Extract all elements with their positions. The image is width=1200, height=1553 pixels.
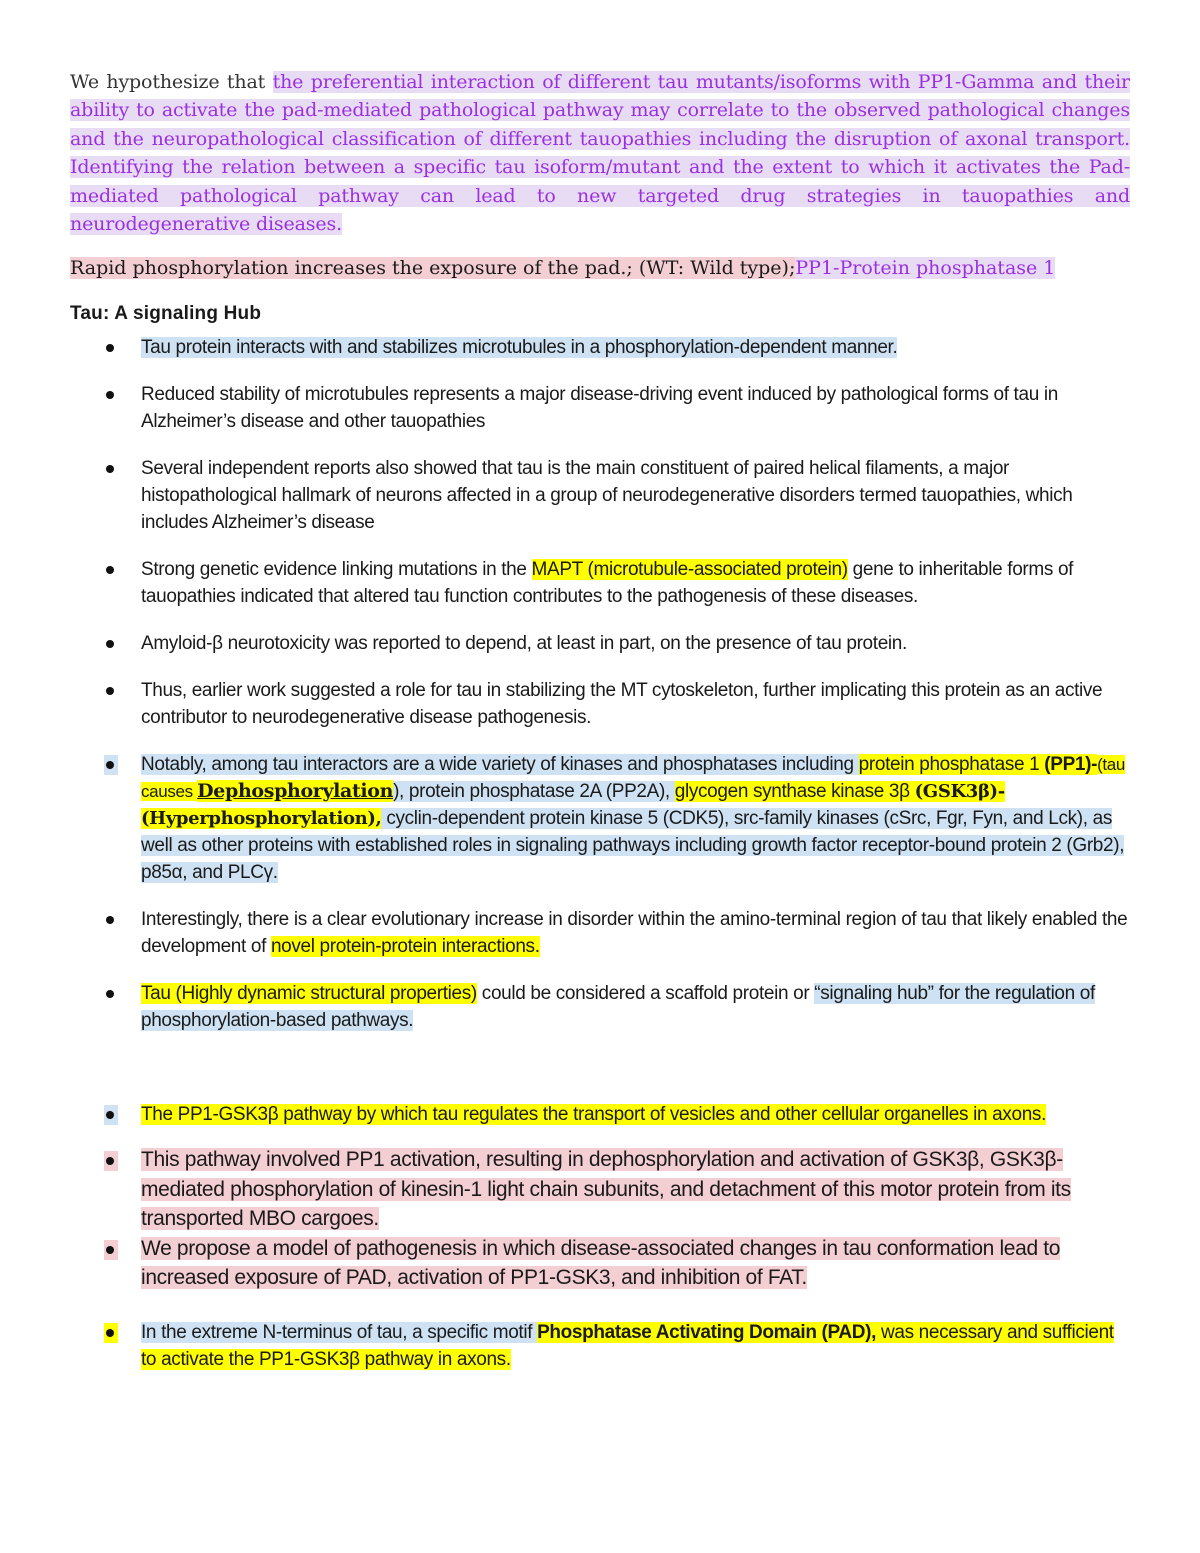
bullet-item (70, 677, 1130, 731)
bullet-text: Strong genetic evidence linking mutations in the (141, 559, 532, 581)
bullet-text: Notably, among tau interactors are a wide variety of kinases and phosphatases including (141, 754, 859, 776)
definitions-part1: Rapid phosphorylation increases the exposure of the pad.; (WT: Wild type); (70, 257, 796, 280)
dephosphorylation-label: Dephosphorylation (197, 780, 394, 803)
bullet-text: Several independent reports also showed that tau is the main constituent of paired helical filaments, a major histopathological hallmark of neurons affected in a group of neurodegenerative disorders termed tauopathies, which includes Alzheimer’s disease (141, 458, 1073, 534)
bullet-text: Tau protein interacts with and stabilizes microtubules in a phosphorylation-dependent manner. (141, 337, 898, 359)
bullet-item (70, 1319, 1130, 1373)
bullet-highlight: MAPT (microtubule-associated protein) (531, 559, 848, 581)
bullet-item (70, 556, 1130, 610)
pad-label: Phosphatase Activating Domain (PAD), (537, 1321, 877, 1343)
pp1-label: (PP1)- (1044, 754, 1098, 776)
bullet-item (70, 334, 1130, 361)
bullet-item (70, 1234, 1130, 1293)
bullet-text: could be considered a scaffold protein or (476, 983, 815, 1005)
bullet-text: ), protein phosphatase 2A (PP2A), (393, 781, 675, 803)
bullet-text: The PP1-GSK3β pathway by which tau regulates the transport of vesicles and other cellular organelles in axons. (141, 1104, 1046, 1126)
bullet-icon (106, 344, 114, 352)
definitions-line (70, 254, 1130, 282)
bullet-highlight: glycogen synthase kinase 3β (674, 781, 915, 803)
bullet-text: In the extreme N-terminus of tau, a specific motif (141, 1321, 538, 1343)
hypothesis-lead: We hypothesize that (70, 71, 266, 93)
bullet-text: (tau causes (141, 755, 1125, 802)
section-heading: Tau: A signaling Hub (70, 303, 262, 325)
bullet-text: Amyloid-β neurotoxicity was reported to depend, at least in part, on the presence of tau protein. (141, 633, 907, 655)
bullet-highlight: novel protein-protein interactions. (270, 936, 540, 958)
bullet-item (70, 906, 1130, 960)
gsk3b-label: (GSK3β)-(Hyperphosphorylation), (141, 781, 1005, 830)
bullet-item (70, 980, 1130, 1034)
bullet-item (70, 1145, 1130, 1234)
bullet-list (70, 334, 1130, 1373)
bullet-text: Thus, earlier work suggested a role for tau in stabilizing the MT cytoskeleton, further implicating this protein as an active contributor to neurodegenerative disease pathogenesis. (141, 680, 1103, 729)
bullet-icon (106, 1246, 114, 1254)
bullet-text: We propose a model of pathogenesis in which disease-associated changes in tau conformation lead to increased exposure of PAD, activation of PP1-GSK3, and inhibition of FAT. (141, 1236, 1061, 1290)
bullet-text: was necessary and sufficient to activate the PP1-GSK3β pathway in axons. (141, 1321, 1114, 1370)
bullet-icon (106, 640, 114, 648)
bullet-icon (106, 465, 114, 473)
bullet-item (70, 751, 1130, 886)
bullet-text: This pathway involved PP1 activation, resulting in dephosphorylation and activation of GSK3β, GSK3β-mediated phosphorylation of kinesin-1 light chain subunits, and detachment of this motor protein from its transported MBO cargoes. (141, 1148, 1071, 1231)
bullet-text: Interestingly, there is a clear evolutionary increase in disorder within the amino-terminal region of tau that likely enabled the development of (141, 909, 1128, 958)
bullet-icon (106, 391, 114, 399)
bullet-icon (106, 916, 114, 924)
bullet-text: “signaling hub” for the regulation of phosphorylation-based pathways. (141, 983, 1095, 1032)
bullet-text: Reduced stability of microtubules represents a major disease-driving event induced by pathological forms of tau in Alzheimer’s disease and other tauopathies (141, 384, 1058, 433)
bullet-item (70, 630, 1130, 657)
document-page (70, 68, 1130, 1373)
bullet-highlight: protein phosphatase 1 (858, 754, 1045, 776)
bullet-icon (106, 990, 114, 998)
definitions-part2: PP1-Protein phosphatase 1 (795, 257, 1056, 280)
bullet-item (70, 381, 1130, 435)
bullet-text: gene to inheritable forms of tauopathies indicated that altered tau function contributes to the pathogenesis of these diseases. (141, 559, 1074, 608)
hypothesis-body: the preferential interaction of different tau mutants/isoforms with PP1-Gamma and their ability to activate the pad-mediated pathological pathway may correlate to the observed pathological changes and the neuropathological classification of different tauopathies including the disruption of axonal transport. Identifying the relation between a specific tau isoform/mutant and the extent to which it activates the Pad-mediated pathological pathway can lead to new targeted drug strategies in tauopathies and neurodegenerative diseases. (70, 71, 1130, 236)
bullet-icon (106, 687, 114, 695)
bullet-item (70, 455, 1130, 536)
bullet-icon (106, 1329, 114, 1337)
bullet-text: cyclin-dependent protein kinase 5 (CDK5), src-family kinases (cSrc, Fgr, Fyn, and Lck), as well as other proteins with established roles in signaling pathways including growth factor receptor-bound protein 2 (Grb2), p85α, and PLCγ. (141, 808, 1125, 884)
bullet-item (70, 1101, 1130, 1128)
bullet-highlight: Tau (Highly dynamic structural properties) (141, 983, 477, 1005)
bullet-icon (106, 566, 114, 574)
hypothesis-paragraph (70, 68, 1130, 238)
